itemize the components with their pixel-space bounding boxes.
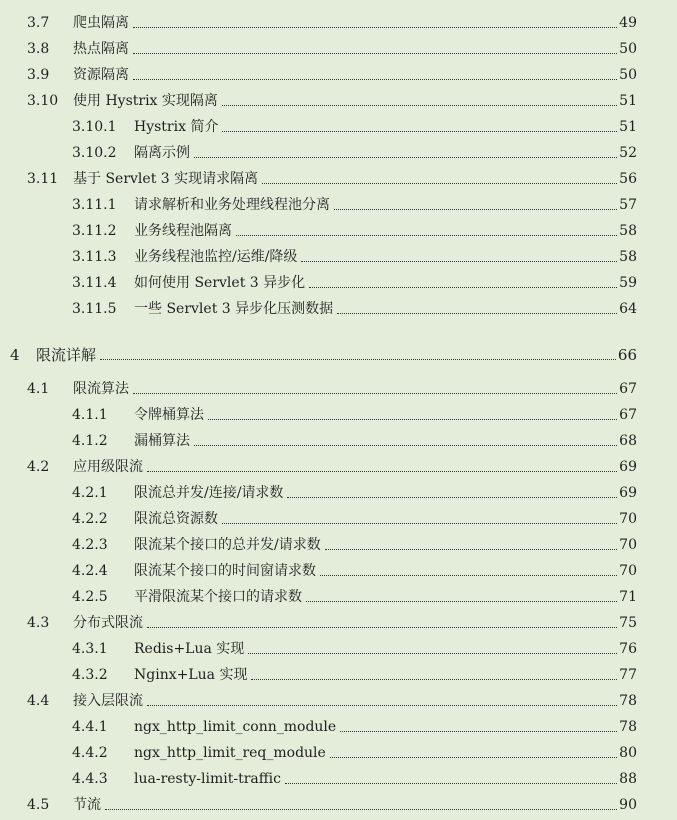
toc-entry-title: 请求解析和业务处理线程池分离 xyxy=(134,197,330,213)
dot-leader xyxy=(334,209,617,210)
toc-entry-number: 3.11.2 xyxy=(72,223,117,239)
toc-entry-number: 3.10 xyxy=(27,93,59,109)
toc-entry-number: 3.10.2 xyxy=(72,145,117,161)
toc-entry-page: 70 xyxy=(619,511,637,527)
toc-entry-page: 64 xyxy=(619,301,637,317)
toc-entry-title: 热点隔离 xyxy=(73,41,129,57)
dot-leader xyxy=(248,653,617,654)
toc-entry[interactable] xyxy=(0,266,637,292)
dot-leader xyxy=(222,523,617,524)
toc-entry-title: 节流 xyxy=(73,797,101,813)
toc-entry-title: 业务线程池隔离 xyxy=(134,223,232,239)
toc-entry-title: 资源隔离 xyxy=(73,67,129,83)
toc-entry-page: 70 xyxy=(619,537,637,553)
toc-entry[interactable] xyxy=(0,554,637,580)
toc-entry[interactable] xyxy=(0,110,637,136)
toc-entry[interactable] xyxy=(0,632,637,658)
dot-leader xyxy=(100,359,616,360)
toc-entry-title: 业务线程池监控/运维/降级 xyxy=(134,249,298,265)
toc-entry-page: 70 xyxy=(619,563,637,579)
toc-entry-number: 3.11 xyxy=(27,171,59,187)
toc-entry-page: 80 xyxy=(619,745,637,761)
toc-entry-number: 3.11.1 xyxy=(72,197,117,213)
toc-entry-page: 69 xyxy=(619,485,637,501)
toc-entry[interactable] xyxy=(0,32,637,58)
toc-entry-title: Redis+Lua 实现 xyxy=(134,641,245,657)
toc-entry-number: 4.1.1 xyxy=(72,407,108,423)
toc-entry-title: 限流总资源数 xyxy=(134,511,218,527)
toc-entry-page: 52 xyxy=(619,145,637,161)
dot-leader xyxy=(320,575,617,576)
toc-entry-title: 基于 Servlet 3 实现请求隔离 xyxy=(73,171,259,187)
toc-entry-number: 3.10.1 xyxy=(72,119,117,135)
toc-entry-number: 4.4.2 xyxy=(72,745,108,761)
toc-entry-page: 69 xyxy=(619,459,637,475)
toc-entry-page: 50 xyxy=(619,41,637,57)
toc-entry-page: 58 xyxy=(619,223,637,239)
toc-entry-title: 限流总并发/连接/请求数 xyxy=(134,485,284,501)
dot-leader xyxy=(194,445,617,446)
toc-entry-title: Nginx+Lua 实现 xyxy=(134,667,248,683)
toc-entry[interactable] xyxy=(0,788,637,814)
toc-entry[interactable] xyxy=(0,292,637,318)
toc-entry-number: 4.4 xyxy=(27,693,50,709)
dot-leader xyxy=(133,53,617,54)
toc-entry-page: 49 xyxy=(619,15,637,31)
toc-entry-title: ngx_http_limit_conn_module xyxy=(134,719,337,735)
toc-entry-page: 90 xyxy=(619,797,637,813)
toc-entry[interactable] xyxy=(0,424,637,450)
toc-entry[interactable] xyxy=(0,6,637,32)
toc-entry-page: 78 xyxy=(619,719,637,735)
dot-leader xyxy=(285,783,617,784)
toc-entry[interactable] xyxy=(0,58,637,84)
toc-entry-page: 51 xyxy=(619,119,637,135)
toc-entry-page: 77 xyxy=(619,667,637,683)
dot-leader xyxy=(147,627,617,628)
toc-entry[interactable] xyxy=(0,84,637,110)
toc-entry-title: 使用 Hystrix 实现隔离 xyxy=(73,93,218,109)
dot-leader xyxy=(330,757,617,758)
toc-entry-number: 3.11.4 xyxy=(72,275,117,291)
toc-entry-page: 68 xyxy=(619,433,637,449)
toc-entry-title: 如何使用 Servlet 3 异步化 xyxy=(134,275,306,291)
dot-leader xyxy=(306,601,617,602)
toc-entry-title: Hystrix 简介 xyxy=(134,119,219,135)
toc-entry-page: 56 xyxy=(619,171,637,187)
toc-entry-title: 接入层限流 xyxy=(73,693,143,709)
toc-entry-title: 应用级限流 xyxy=(73,459,143,475)
toc-entry-number: 4.2.1 xyxy=(72,485,108,501)
toc-entry-title: 平滑限流某个接口的请求数 xyxy=(134,589,302,605)
dot-leader xyxy=(105,809,617,810)
toc-entry-number: 3.9 xyxy=(27,67,50,83)
dot-leader xyxy=(236,235,617,236)
toc-entry-page: 78 xyxy=(619,693,637,709)
dot-leader xyxy=(309,287,617,288)
dot-leader xyxy=(325,549,617,550)
toc-entry[interactable] xyxy=(0,214,637,240)
toc-entry-number: 3.8 xyxy=(27,41,50,57)
toc-entry-page: 59 xyxy=(619,275,637,291)
toc-entry-page: 88 xyxy=(619,771,637,787)
toc-entry[interactable] xyxy=(0,136,637,162)
toc-entry-number: 4.3.1 xyxy=(72,641,108,657)
toc-entry[interactable] xyxy=(0,240,637,266)
toc-entry-number: 4.4.1 xyxy=(72,719,108,735)
toc-entry[interactable] xyxy=(0,338,637,364)
toc-entry[interactable] xyxy=(0,736,637,762)
toc-entry-page: 67 xyxy=(619,407,637,423)
toc-entry[interactable] xyxy=(0,580,637,606)
dot-leader xyxy=(147,705,617,706)
toc-entry-page: 71 xyxy=(619,589,637,605)
dot-leader xyxy=(133,79,617,80)
toc-entry-number: 4.2.3 xyxy=(72,537,108,553)
toc-entry-title: ngx_http_limit_req_module xyxy=(134,745,326,761)
toc-entry-title: lua-resty-limit-traffic xyxy=(134,771,281,787)
dot-leader xyxy=(287,497,617,498)
dot-leader xyxy=(133,393,617,394)
toc-entry-number: 4.2.2 xyxy=(72,511,108,527)
dot-leader xyxy=(133,27,617,28)
toc-entry-page: 57 xyxy=(619,197,637,213)
toc-entry-number: 4.2 xyxy=(27,459,50,475)
toc-entry-number: 4 xyxy=(10,346,20,364)
toc-entry-number: 3.11.3 xyxy=(72,249,117,265)
toc-entry[interactable] xyxy=(0,188,637,214)
toc-entry[interactable] xyxy=(0,762,637,788)
toc-entry-number: 4.2.5 xyxy=(72,589,108,605)
toc-entry-page: 75 xyxy=(619,615,637,631)
toc-entry-number: 4.2.4 xyxy=(72,563,108,579)
toc-entry-title: 令牌桶算法 xyxy=(134,407,204,423)
toc-entry-page: 51 xyxy=(619,93,637,109)
toc-entry-page: 58 xyxy=(619,249,637,265)
toc-entry-number: 4.1.2 xyxy=(72,433,108,449)
dot-leader xyxy=(194,157,617,158)
toc-entry-title: 隔离示例 xyxy=(134,145,190,161)
toc-entry-number: 4.3.2 xyxy=(72,667,108,683)
toc-entry-title: 限流某个接口的时间窗请求数 xyxy=(134,563,316,579)
dot-leader xyxy=(222,105,617,106)
toc-entry-title: 限流详解 xyxy=(36,346,97,364)
toc-entry-number: 4.5 xyxy=(27,797,50,813)
toc-entry-number: 3.11.5 xyxy=(72,301,117,317)
dot-leader xyxy=(222,131,617,132)
toc-entry-title: 爬虫隔离 xyxy=(73,15,129,31)
dot-leader xyxy=(147,471,617,472)
toc-entry-number: 4.4.3 xyxy=(72,771,108,787)
toc-entry[interactable] xyxy=(0,502,637,528)
toc-entry[interactable] xyxy=(0,476,637,502)
toc-entry-page: 50 xyxy=(619,67,637,83)
toc-entry[interactable] xyxy=(0,658,637,684)
toc-entry[interactable] xyxy=(0,372,637,398)
toc-entry-page: 76 xyxy=(619,641,637,657)
toc-entry[interactable] xyxy=(0,684,637,710)
toc-entry-number: 4.1 xyxy=(27,381,50,397)
toc-entry[interactable] xyxy=(0,710,637,736)
toc-entry[interactable] xyxy=(0,606,637,632)
dot-leader xyxy=(337,313,617,314)
toc-entry-page: 66 xyxy=(617,346,637,364)
toc-entry-title: 分布式限流 xyxy=(73,615,143,631)
toc-entry-title: 漏桶算法 xyxy=(134,433,190,449)
dot-leader xyxy=(262,183,617,184)
dot-leader xyxy=(251,679,617,680)
dot-leader xyxy=(208,419,617,420)
toc-entry[interactable] xyxy=(0,162,637,188)
dot-leader xyxy=(301,261,617,262)
toc-entry-title: 限流某个接口的总并发/请求数 xyxy=(134,537,321,553)
toc-entry-title: 一些 Servlet 3 异步化压测数据 xyxy=(134,301,334,317)
toc-entry-page: 67 xyxy=(619,381,637,397)
dot-leader xyxy=(340,731,617,732)
toc-entry-title: 限流算法 xyxy=(73,381,129,397)
toc-entry[interactable] xyxy=(0,450,637,476)
toc-entry-number: 4.3 xyxy=(27,615,50,631)
toc-entry-number: 3.7 xyxy=(27,15,50,31)
toc-entry[interactable] xyxy=(0,398,637,424)
toc-entry[interactable] xyxy=(0,528,637,554)
